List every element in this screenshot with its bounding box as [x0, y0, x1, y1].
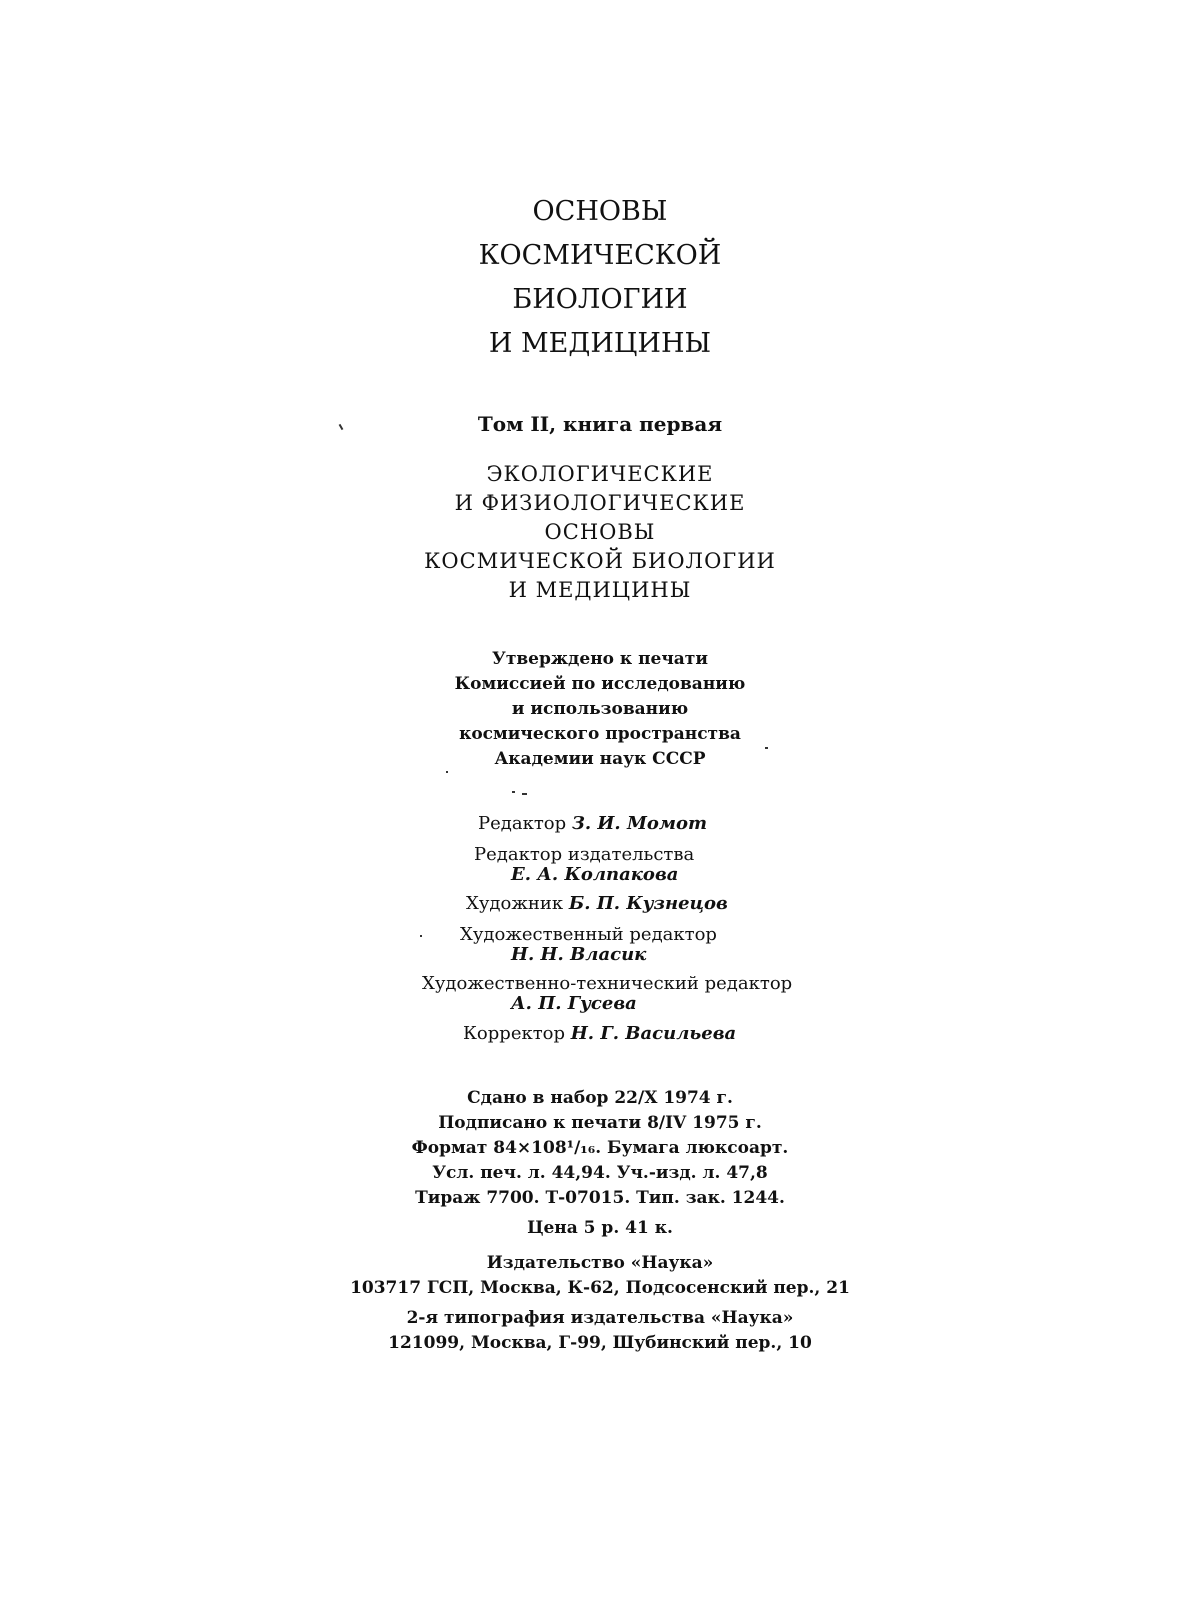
- subtitle-line-4: КОСМИЧЕСКОЙ БИОЛОГИИ: [424, 549, 776, 573]
- imprint-line-5: Тираж 7700. Т-07015. Тип. зак. 1244.: [415, 1188, 785, 1208]
- imprint-line-1: Сдано в набор 22/X 1974 г.: [467, 1088, 733, 1108]
- credit-editor: [478, 813, 707, 834]
- volume-label: Том II, книга первая: [477, 412, 723, 436]
- subtitle-line-1: ЭКОЛОГИЧЕСКИЕ: [486, 462, 714, 486]
- credit-name: Н. Г. Васильева: [570, 1023, 737, 1044]
- approval-line-1: Утверждено к печати: [492, 649, 708, 669]
- title-line-2: КОСМИЧЕСКОЙ: [478, 240, 722, 271]
- publisher-name: Издательство «Наука»: [486, 1253, 714, 1273]
- subtitle-line-3: ОСНОВЫ: [544, 520, 656, 544]
- title-line-1: ОСНОВЫ: [532, 196, 668, 227]
- credit-role: Художник: [466, 893, 564, 914]
- credit-name: Б. П. Кузнецов: [568, 893, 728, 914]
- publisher-address: 103717 ГСП, Москва, К-62, Подсосенский пер., 21: [350, 1278, 850, 1298]
- approval-line-4: космического пространства: [459, 724, 741, 744]
- approval-line-2: Комиссией по исследованию: [454, 674, 746, 694]
- approval-line-3: и использованию: [511, 699, 689, 719]
- credit-pub-editor-name: Е. А. Колпакова: [511, 864, 679, 885]
- scan-speck: [522, 793, 527, 795]
- credit-artist: [466, 893, 728, 914]
- scan-speck: [420, 935, 422, 937]
- credit-role: Корректор: [463, 1023, 566, 1044]
- printer-name: 2-я типография издательства «Наука»: [406, 1308, 794, 1328]
- credit-tech-editor-role: Художественно-технический редактор: [422, 973, 793, 994]
- title-line-4: И МЕДИЦИНЫ: [488, 328, 712, 359]
- subtitle-line-2: И ФИЗИОЛОГИЧЕСКИЕ: [454, 491, 746, 515]
- scan-speck: [765, 747, 768, 749]
- credit-role: Редактор: [478, 813, 567, 834]
- imprint-price: Цена 5 р. 41 к.: [527, 1218, 673, 1238]
- credit-pub-editor-role: Редактор издательства: [474, 844, 695, 865]
- scan-speck: [512, 791, 515, 793]
- credit-name: З. И. Момот: [571, 813, 708, 834]
- imprint-line-4: Усл. печ. л. 44,94. Уч.-изд. л. 47,8: [432, 1163, 768, 1183]
- printer-address: 121099, Москва, Г-99, Шубинский пер., 10: [388, 1333, 812, 1353]
- imprint-line-3: Формат 84×108¹/₁₆. Бумага люксоарт.: [411, 1138, 789, 1158]
- credit-art-editor-name: Н. Н. Власик: [511, 944, 647, 965]
- imprint-line-2: Подписано к печати 8/IV 1975 г.: [438, 1113, 762, 1133]
- subtitle-line-5: И МЕДИЦИНЫ: [508, 578, 692, 602]
- credit-corrector: [463, 1023, 736, 1044]
- credit-tech-editor-name: А. П. Гусева: [511, 993, 637, 1014]
- approval-line-5: Академии наук СССР: [494, 749, 706, 769]
- credit-art-editor-role: Художественный редактор: [460, 924, 717, 945]
- scan-speck: [446, 771, 448, 773]
- title-line-3: БИОЛОГИИ: [512, 284, 688, 315]
